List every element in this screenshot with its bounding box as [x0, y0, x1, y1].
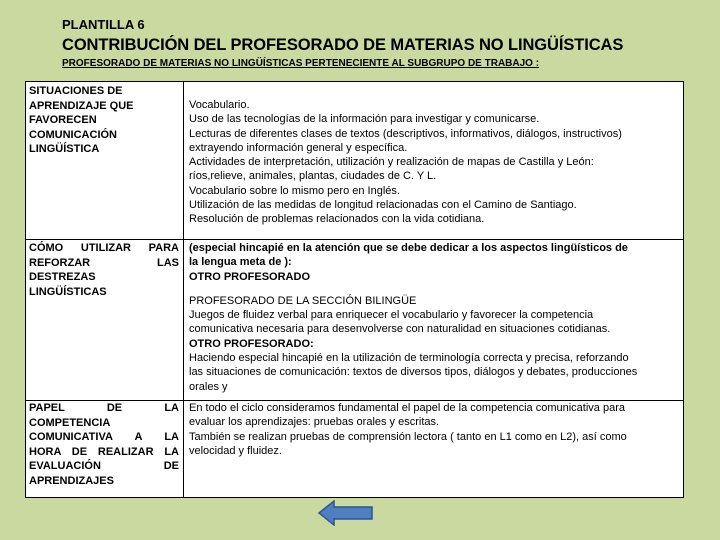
back-button[interactable] — [318, 500, 374, 526]
label-line: APRENDIZAJE QUE — [29, 99, 134, 112]
plantilla-label: PLANTILLA 6 — [62, 17, 145, 32]
content-line: Haciendo especial hincapié en la utilización de terminología correcta y precisa, reforzando — [189, 352, 629, 365]
content-line: velocidad y fluidez. — [189, 444, 282, 457]
label-line: LINGÜÍSTICA — [29, 143, 100, 155]
label-line: EVALUACIÓN DE — [29, 460, 179, 472]
label-line: LINGÜÍSTICAS — [29, 285, 107, 298]
row-content-como-utilizar — [189, 241, 683, 394]
content-line: Resolución de problemas relacionados con la vida cotidiana. — [189, 213, 485, 226]
contribution-table — [25, 81, 684, 498]
label-line: APRENDIZAJES — [29, 474, 114, 487]
label-line: SITUACIONES DE — [29, 85, 123, 97]
arrow-shape — [319, 501, 372, 525]
content-line: Juegos de fluidez verbal para enriquecer el vocabulario y favorecer la competencia — [189, 309, 594, 322]
content-line: También se realizan pruebas de comprensión lectora ( tanto en L1 como en L2), así como — [189, 430, 627, 443]
row-divider-1 — [26, 239, 683, 240]
label-line: HORA DE REALIZAR LA — [29, 445, 179, 458]
content-line: Uso de las tecnologías de la información para investigar y comunicarse. — [189, 113, 540, 126]
spacer — [189, 284, 683, 294]
row-label-como-utilizar — [29, 241, 179, 299]
content-line: (especial hincapié en la atención que se debe dedicar a los aspectos lingüísticos de — [189, 242, 628, 254]
content-line: extrayendo información general y específica. — [189, 141, 408, 154]
section-title-otro: OTRO PROFESORADO: — [189, 337, 314, 350]
page-title: CONTRIBUCIÓN DEL PROFESORADO DE MATERIAS NO LINGÜÍSTICAS — [62, 36, 624, 54]
column-divider — [183, 82, 184, 497]
content-line: En todo el ciclo consideramos fundamental el papel de la competencia comunicativa para — [189, 402, 625, 414]
content-line: orales y — [189, 380, 228, 393]
label-line: PAPEL DE LA — [29, 402, 179, 414]
page-subtitle: PROFESORADO DE MATERIAS NO LINGÜÍSTICAS PERTENECIENTE AL SUBGRUPO DE TRABAJO : — [62, 58, 540, 69]
content-line: evaluar los aprendizajes: pruebas orales y escritas. — [189, 416, 440, 429]
label-line-justified — [29, 241, 179, 256]
label-line: CÓMO UTILIZAR PARA — [29, 242, 179, 254]
content-line: OTRO PROFESORADO — [189, 270, 311, 283]
row-content-papel — [189, 401, 683, 458]
label-line: REFORZAR LAS — [29, 256, 179, 269]
row-label-papel — [29, 401, 179, 488]
content-line: Vocabulario sobre lo mismo pero en Inglés. — [189, 184, 400, 197]
label-line: FAVORECEN — [29, 114, 97, 126]
left-arrow-icon — [318, 500, 374, 526]
section-title-bilingue: PROFESORADO DE LA SECCIÓN BILINGÜE — [189, 294, 417, 307]
content-line: Vocabulario. — [189, 99, 250, 111]
row-content-situaciones — [189, 98, 683, 227]
content-line: Utilización de las medidas de longitud relacionadas con el Camino de Santiago. — [189, 199, 577, 212]
content-line: la lengua meta de ): — [189, 256, 292, 269]
label-line: COMUNICATIVA A LA — [29, 431, 179, 443]
label-line: DESTREZAS — [29, 271, 96, 283]
content-line: las situaciones de comunicación: textos de diversos tipos, diálogos y debates, producciones — [189, 366, 638, 379]
row-label-situaciones — [29, 84, 179, 157]
content-line: Lecturas de diferentes clases de textos (descriptivos, informativos, diálogos, instructivos) — [189, 127, 622, 140]
label-line: COMPETENCIA — [29, 416, 111, 429]
content-line: comunicativa necesaria para desenvolverse con naturalidad en situaciones cotidianas. — [189, 323, 611, 336]
content-line: Actividades de interpretación, utilización y realización de mapas de Castilla y León: — [189, 156, 594, 169]
content-line: ríos,relieve, animales, plantas, ciudades de C. Y L. — [189, 170, 437, 183]
label-line: COMUNICACIÓN — [29, 128, 117, 141]
